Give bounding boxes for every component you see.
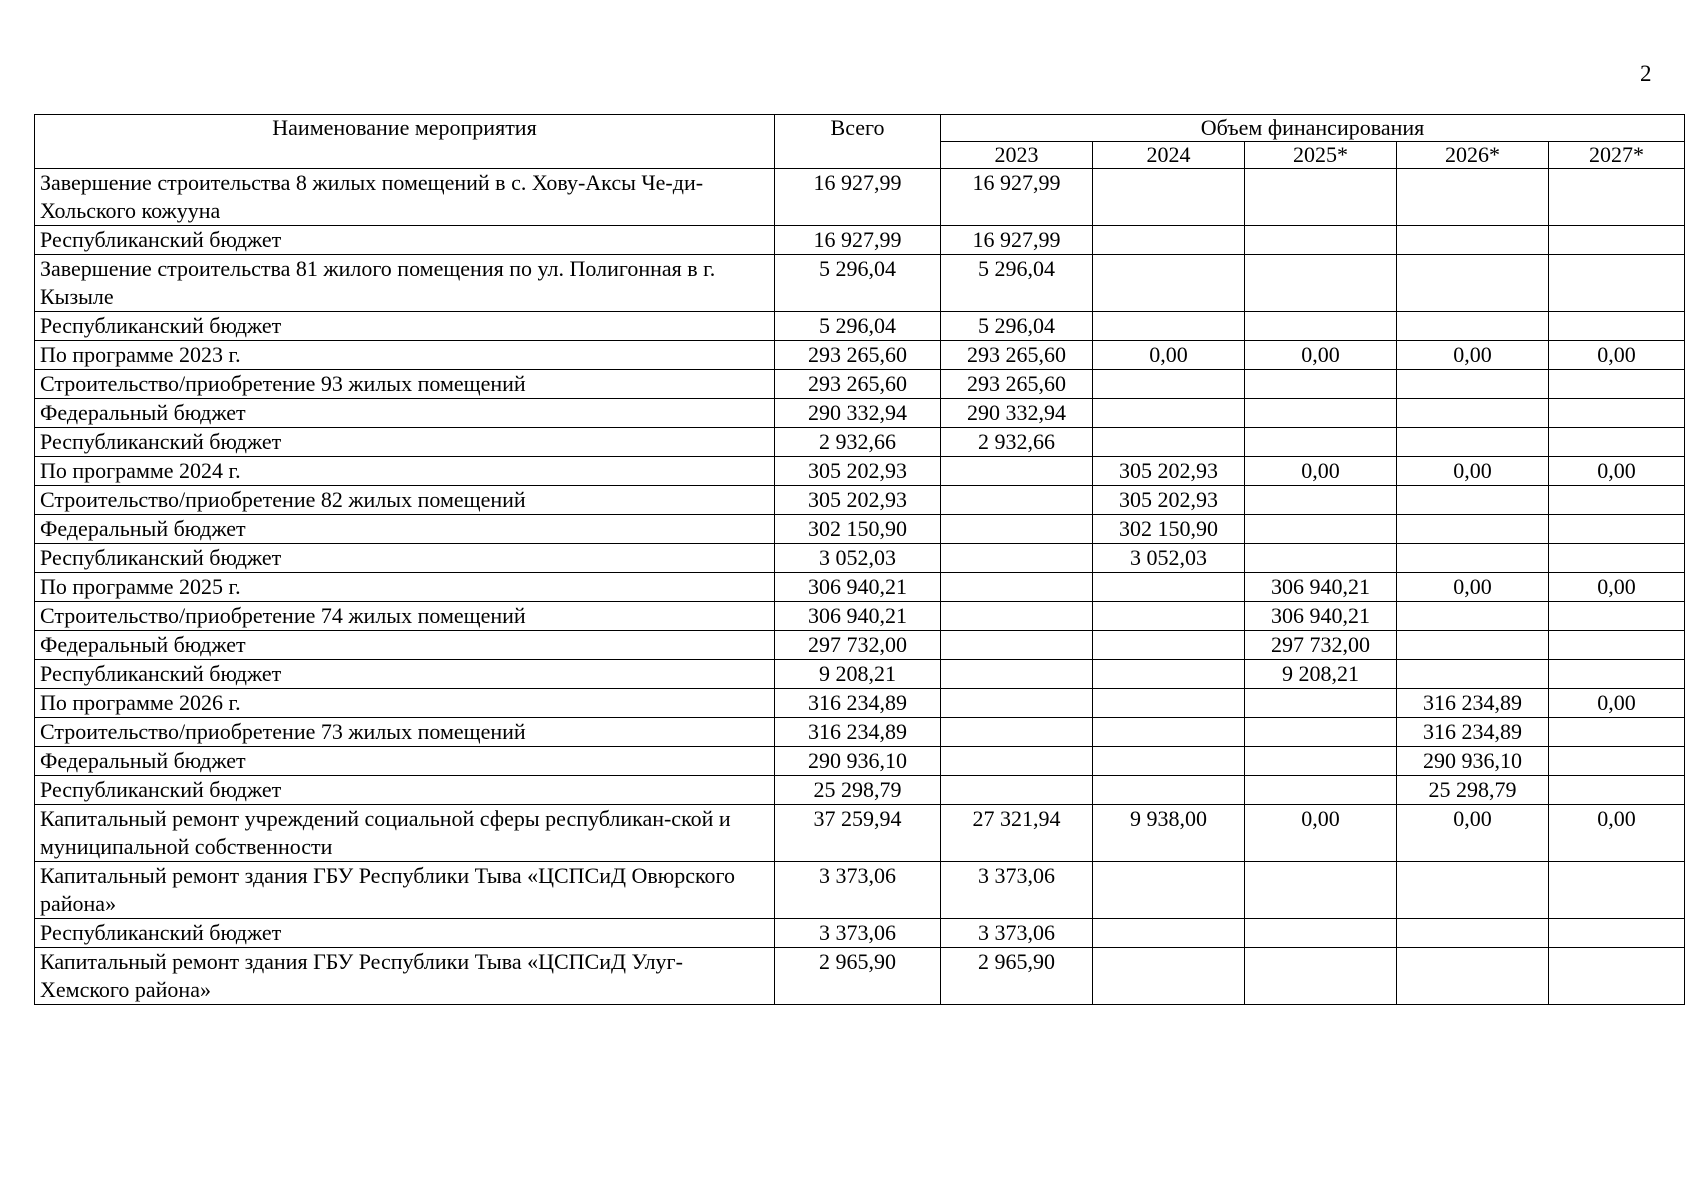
row-year-cell — [1093, 862, 1245, 919]
table-row — [35, 457, 1685, 486]
row-year-cell — [1093, 602, 1245, 631]
row-year-cell: 297 732,00 — [1245, 631, 1397, 660]
row-year-cell — [1093, 226, 1245, 255]
header-year: 2027* — [1549, 142, 1685, 169]
row-year-cell — [1093, 573, 1245, 602]
row-name-cell: По программе 2025 г. — [35, 573, 775, 602]
table-row — [35, 718, 1685, 747]
row-total-cell: 316 234,89 — [775, 689, 941, 718]
page-number: 2 — [1640, 61, 1652, 86]
row-year-cell: 16 927,99 — [941, 226, 1093, 255]
row-name-cell: Строительство/приобретение 93 жилых помещений — [35, 370, 775, 399]
row-name-cell: Республиканский бюджет — [35, 226, 775, 255]
row-name-cell: Республиканский бюджет — [35, 312, 775, 341]
row-year-cell — [941, 631, 1093, 660]
row-name-cell: Федеральный бюджет — [35, 747, 775, 776]
row-year-cell: 0,00 — [1397, 805, 1549, 862]
row-total-cell: 305 202,93 — [775, 486, 941, 515]
row-name-cell: Республиканский бюджет — [35, 428, 775, 457]
row-year-cell — [1245, 370, 1397, 399]
row-year-cell: 0,00 — [1093, 341, 1245, 370]
row-year-cell — [1245, 544, 1397, 573]
row-total-cell: 3 052,03 — [775, 544, 941, 573]
row-year-cell — [1397, 486, 1549, 515]
row-total-cell: 16 927,99 — [775, 226, 941, 255]
row-year-cell — [1397, 312, 1549, 341]
header-year: 2024 — [1093, 142, 1245, 169]
table-row — [35, 486, 1685, 515]
row-name-cell: Завершение строительства 81 жилого помещения по ул. Полигонная в г. Кызыле — [35, 255, 775, 312]
table-row — [35, 399, 1685, 428]
row-name-cell: Строительство/приобретение 73 жилых помещений — [35, 718, 775, 747]
header-year: 2025* — [1245, 142, 1397, 169]
row-year-cell — [1549, 226, 1685, 255]
header-year: 2026* — [1397, 142, 1549, 169]
row-year-cell: 0,00 — [1549, 805, 1685, 862]
row-year-cell — [1397, 631, 1549, 660]
row-year-cell — [1397, 255, 1549, 312]
row-year-cell — [941, 718, 1093, 747]
row-year-cell: 25 298,79 — [1397, 776, 1549, 805]
row-name-cell: По программе 2023 г. — [35, 341, 775, 370]
row-year-cell — [1245, 169, 1397, 226]
row-year-cell: 0,00 — [1397, 457, 1549, 486]
row-total-cell: 2 965,90 — [775, 948, 941, 1005]
table-row — [35, 747, 1685, 776]
row-total-cell: 25 298,79 — [775, 776, 941, 805]
funding-table — [34, 114, 1685, 1005]
row-name-cell: Капитальный ремонт здания ГБУ Республики Тыва «ЦСПСиД Улуг-Хемского района» — [35, 948, 775, 1005]
header-name: Наименование мероприятия — [35, 115, 775, 169]
table-row — [35, 631, 1685, 660]
table-row — [35, 660, 1685, 689]
row-year-cell: 306 940,21 — [1245, 573, 1397, 602]
row-year-cell — [1245, 919, 1397, 948]
row-total-cell: 293 265,60 — [775, 370, 941, 399]
header-total: Всего — [775, 115, 941, 169]
row-year-cell — [1397, 660, 1549, 689]
table-row — [35, 919, 1685, 948]
row-year-cell — [1245, 689, 1397, 718]
row-name-cell: Республиканский бюджет — [35, 544, 775, 573]
row-year-cell — [1245, 486, 1397, 515]
table-row — [35, 805, 1685, 862]
row-year-cell — [941, 602, 1093, 631]
row-total-cell: 9 208,21 — [775, 660, 941, 689]
row-name-cell: Федеральный бюджет — [35, 399, 775, 428]
row-total-cell: 16 927,99 — [775, 169, 941, 226]
row-year-cell — [1549, 948, 1685, 1005]
row-total-cell: 37 259,94 — [775, 805, 941, 862]
row-year-cell: 0,00 — [1549, 341, 1685, 370]
row-year-cell — [1397, 862, 1549, 919]
row-name-cell: Республиканский бюджет — [35, 776, 775, 805]
row-year-cell: 0,00 — [1245, 805, 1397, 862]
table-row — [35, 312, 1685, 341]
row-year-cell — [1549, 428, 1685, 457]
row-year-cell: 316 234,89 — [1397, 689, 1549, 718]
table-row — [35, 862, 1685, 919]
row-year-cell: 3 052,03 — [1093, 544, 1245, 573]
row-name-cell: Капитальный ремонт здания ГБУ Республики Тыва «ЦСПСиД Овюрского района» — [35, 862, 775, 919]
row-year-cell: 2 965,90 — [941, 948, 1093, 1005]
table-row — [35, 515, 1685, 544]
row-year-cell: 293 265,60 — [941, 341, 1093, 370]
row-year-cell: 305 202,93 — [1093, 486, 1245, 515]
row-total-cell: 290 332,94 — [775, 399, 941, 428]
row-year-cell — [1397, 399, 1549, 428]
row-year-cell — [1245, 948, 1397, 1005]
row-total-cell: 290 936,10 — [775, 747, 941, 776]
row-year-cell — [1549, 169, 1685, 226]
row-total-cell: 305 202,93 — [775, 457, 941, 486]
row-year-cell — [1093, 370, 1245, 399]
row-year-cell — [1093, 399, 1245, 428]
row-year-cell — [1549, 312, 1685, 341]
row-year-cell — [1245, 399, 1397, 428]
row-year-cell: 0,00 — [1397, 341, 1549, 370]
row-year-cell — [941, 660, 1093, 689]
row-total-cell: 5 296,04 — [775, 312, 941, 341]
row-year-cell — [941, 747, 1093, 776]
row-year-cell: 302 150,90 — [1093, 515, 1245, 544]
row-name-cell: Федеральный бюджет — [35, 631, 775, 660]
row-year-cell — [941, 515, 1093, 544]
row-year-cell — [1397, 428, 1549, 457]
row-year-cell — [1093, 428, 1245, 457]
row-year-cell — [1549, 747, 1685, 776]
row-total-cell: 302 150,90 — [775, 515, 941, 544]
row-year-cell — [1549, 370, 1685, 399]
table-row — [35, 255, 1685, 312]
row-year-cell — [941, 544, 1093, 573]
row-year-cell — [1549, 255, 1685, 312]
row-name-cell: Федеральный бюджет — [35, 515, 775, 544]
row-year-cell — [1093, 776, 1245, 805]
row-name-cell: Капитальный ремонт учреждений социальной сферы республикан-ской и муниципальной собственности — [35, 805, 775, 862]
row-year-cell — [1549, 660, 1685, 689]
row-year-cell: 5 296,04 — [941, 255, 1093, 312]
row-total-cell: 306 940,21 — [775, 573, 941, 602]
row-year-cell — [1093, 747, 1245, 776]
row-year-cell — [1397, 370, 1549, 399]
row-year-cell — [1093, 689, 1245, 718]
table-row — [35, 226, 1685, 255]
row-year-cell — [1549, 486, 1685, 515]
row-year-cell — [1549, 776, 1685, 805]
row-year-cell — [1397, 948, 1549, 1005]
row-name-cell: По программе 2024 г. — [35, 457, 775, 486]
row-year-cell — [941, 573, 1093, 602]
table-row — [35, 573, 1685, 602]
row-year-cell — [1397, 602, 1549, 631]
row-year-cell: 0,00 — [1549, 689, 1685, 718]
row-year-cell: 0,00 — [1245, 341, 1397, 370]
table-body — [35, 169, 1685, 1005]
row-year-cell: 5 296,04 — [941, 312, 1093, 341]
row-total-cell: 297 732,00 — [775, 631, 941, 660]
row-year-cell — [1397, 169, 1549, 226]
row-year-cell — [1093, 169, 1245, 226]
row-year-cell — [1245, 255, 1397, 312]
row-total-cell: 3 373,06 — [775, 862, 941, 919]
header-funding: Объем финансирования — [941, 115, 1685, 142]
row-year-cell — [1093, 718, 1245, 747]
header-row-top — [35, 115, 1685, 142]
row-year-cell — [1245, 515, 1397, 544]
row-year-cell — [1549, 399, 1685, 428]
row-year-cell — [1093, 919, 1245, 948]
table-row — [35, 948, 1685, 1005]
row-year-cell — [1549, 862, 1685, 919]
row-year-cell — [1549, 602, 1685, 631]
row-year-cell — [1549, 919, 1685, 948]
row-year-cell — [941, 457, 1093, 486]
row-year-cell: 290 936,10 — [1397, 747, 1549, 776]
row-total-cell: 316 234,89 — [775, 718, 941, 747]
row-year-cell — [1245, 747, 1397, 776]
row-year-cell: 9 938,00 — [1093, 805, 1245, 862]
row-year-cell: 316 234,89 — [1397, 718, 1549, 747]
row-year-cell: 293 265,60 — [941, 370, 1093, 399]
row-total-cell: 306 940,21 — [775, 602, 941, 631]
row-year-cell — [1397, 515, 1549, 544]
table-row — [35, 689, 1685, 718]
row-year-cell: 306 940,21 — [1245, 602, 1397, 631]
row-year-cell: 0,00 — [1549, 457, 1685, 486]
table-row — [35, 428, 1685, 457]
row-year-cell: 27 321,94 — [941, 805, 1093, 862]
row-year-cell — [1245, 718, 1397, 747]
row-year-cell — [1245, 862, 1397, 919]
row-year-cell: 16 927,99 — [941, 169, 1093, 226]
row-year-cell: 305 202,93 — [1093, 457, 1245, 486]
table-row — [35, 169, 1685, 226]
row-year-cell: 0,00 — [1397, 573, 1549, 602]
row-year-cell: 0,00 — [1549, 573, 1685, 602]
row-year-cell — [1245, 312, 1397, 341]
row-year-cell — [1549, 718, 1685, 747]
row-year-cell: 290 332,94 — [941, 399, 1093, 428]
row-year-cell — [1549, 631, 1685, 660]
row-year-cell: 3 373,06 — [941, 919, 1093, 948]
row-name-cell: Республиканский бюджет — [35, 919, 775, 948]
row-year-cell — [1093, 255, 1245, 312]
row-name-cell: Завершение строительства 8 жилых помещений в с. Хову-Аксы Че-ди-Хольского кожууна — [35, 169, 775, 226]
row-year-cell: 3 373,06 — [941, 862, 1093, 919]
row-total-cell: 3 373,06 — [775, 919, 941, 948]
row-total-cell: 5 296,04 — [775, 255, 941, 312]
row-name-cell: Строительство/приобретение 74 жилых помещений — [35, 602, 775, 631]
row-year-cell — [1397, 544, 1549, 573]
row-year-cell — [1093, 660, 1245, 689]
row-year-cell — [941, 689, 1093, 718]
row-name-cell: Республиканский бюджет — [35, 660, 775, 689]
table-row — [35, 602, 1685, 631]
row-year-cell — [941, 776, 1093, 805]
header-year: 2023 — [941, 142, 1093, 169]
row-year-cell — [1093, 948, 1245, 1005]
row-year-cell — [1397, 226, 1549, 255]
row-year-cell: 9 208,21 — [1245, 660, 1397, 689]
row-year-cell — [1549, 544, 1685, 573]
row-name-cell: Строительство/приобретение 82 жилых помещений — [35, 486, 775, 515]
row-year-cell — [1549, 515, 1685, 544]
row-year-cell — [1245, 776, 1397, 805]
row-year-cell — [1245, 226, 1397, 255]
table-row — [35, 544, 1685, 573]
row-year-cell: 0,00 — [1245, 457, 1397, 486]
row-year-cell — [1093, 631, 1245, 660]
table-row — [35, 776, 1685, 805]
row-year-cell — [1397, 919, 1549, 948]
row-year-cell: 2 932,66 — [941, 428, 1093, 457]
row-year-cell — [941, 486, 1093, 515]
row-year-cell — [1245, 428, 1397, 457]
row-year-cell — [1093, 312, 1245, 341]
row-total-cell: 293 265,60 — [775, 341, 941, 370]
table-row — [35, 370, 1685, 399]
table-row — [35, 341, 1685, 370]
row-total-cell: 2 932,66 — [775, 428, 941, 457]
row-name-cell: По программе 2026 г. — [35, 689, 775, 718]
